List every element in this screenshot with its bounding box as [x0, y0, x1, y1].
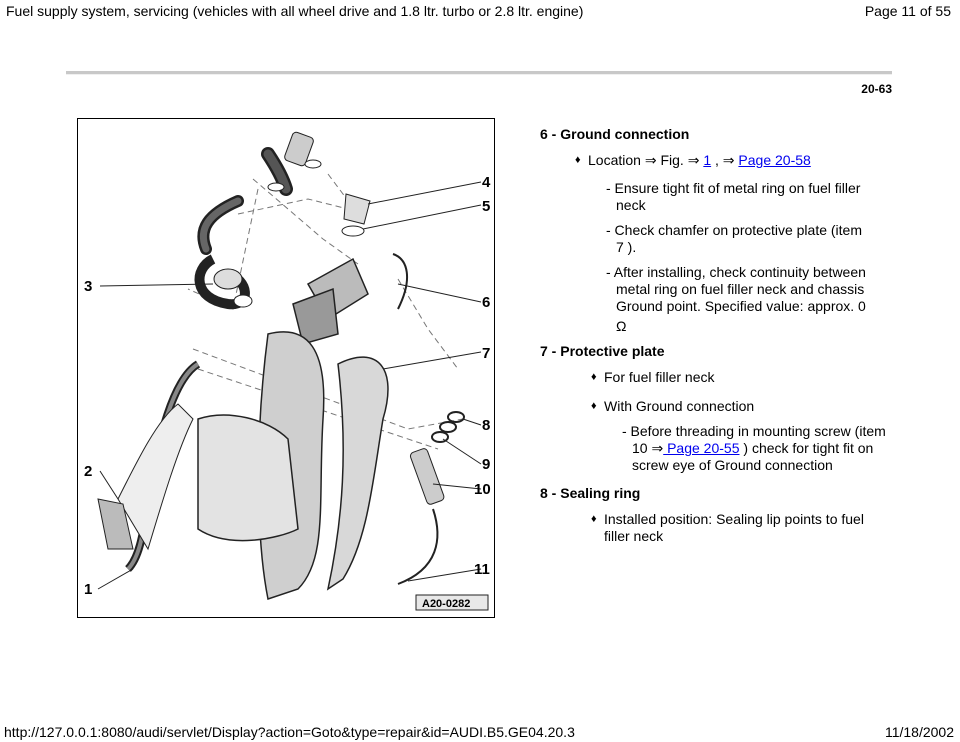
link-fig-1[interactable]: 1: [703, 152, 712, 168]
callout-5: 5: [482, 198, 491, 215]
item-6-sub-2: - Check chamfer on protective plate (item 7 ).: [606, 222, 862, 255]
callout-3: 3: [84, 278, 93, 295]
figure-code: A20-0282: [422, 598, 471, 610]
item-6-bullet-location: ♦ Location ⇒ Fig. ⇒ 1 , ⇒ Page 20-58: [575, 152, 811, 168]
item-7-heading: 7 - Protective plate: [540, 343, 665, 359]
item-8-heading: 8 - Sealing ring: [540, 485, 641, 501]
item-7-bullet-2: ♦ With Ground connection: [591, 398, 755, 414]
callout-1: 1: [84, 581, 93, 598]
section-page-number: 20-63: [861, 82, 892, 96]
callout-11: 11: [474, 561, 490, 578]
arrow-icon: ⇒: [722, 152, 735, 168]
callout-9: 9: [482, 456, 491, 473]
ohm-symbol: Ω: [616, 318, 627, 334]
footer-url: http://127.0.0.1:8080/audi/servlet/Display?action=Goto&type=repair&id=AUDI.B5.GE04.20.3: [4, 724, 575, 740]
item-6-heading: 6 - Ground connection: [540, 126, 690, 142]
callout-8: 8: [482, 417, 491, 434]
link-page-20-58[interactable]: Page 20-58: [738, 152, 811, 168]
document-title: Fuel supply system, servicing (vehicles with all wheel drive and 1.8 ltr. turbo or 2.8 ltr. engine): [6, 3, 584, 19]
fuel-filler-diagram: [78, 119, 494, 617]
header-rule: [66, 71, 892, 75]
item-7-sub-1: - Before threading in mounting screw (item 10 ⇒ Page 20-55 ) check for tight fit on screw eye of Ground connection: [622, 423, 886, 473]
callout-6: 6: [482, 294, 491, 311]
callout-4: 4: [482, 174, 491, 191]
arrow-icon: ⇒: [687, 152, 700, 168]
diamond-bullet-icon: ♦: [591, 400, 597, 412]
callout-10: 10: [474, 481, 491, 498]
item-6-sub-3: - After installing, check continuity between metal ring on fuel filler neck and chassis Ground point. Specified value: approx. 0 Ω: [606, 264, 916, 335]
item-8-bullet-1: ♦ Installed position: Sealing lip points to fuel filler neck: [591, 511, 864, 544]
diamond-bullet-icon: ♦: [591, 513, 597, 525]
footer-date: 11/18/2002: [884, 724, 954, 740]
link-page-20-55[interactable]: Page 20-55: [663, 440, 740, 456]
arrow-icon: ⇒: [651, 440, 664, 456]
item-7-bullet-1: ♦ For fuel filler neck: [591, 369, 715, 385]
exploded-view-figure: [77, 118, 495, 618]
callout-2: 2: [84, 463, 93, 480]
diamond-bullet-icon: ♦: [575, 154, 581, 166]
callout-7: 7: [482, 345, 491, 362]
item-6-sub-1: - Ensure tight fit of metal ring on fuel filler neck: [606, 180, 861, 213]
diamond-bullet-icon: ♦: [591, 371, 597, 383]
arrow-icon: ⇒: [644, 152, 657, 168]
page-indicator: Page 11 of 55: [864, 3, 951, 19]
